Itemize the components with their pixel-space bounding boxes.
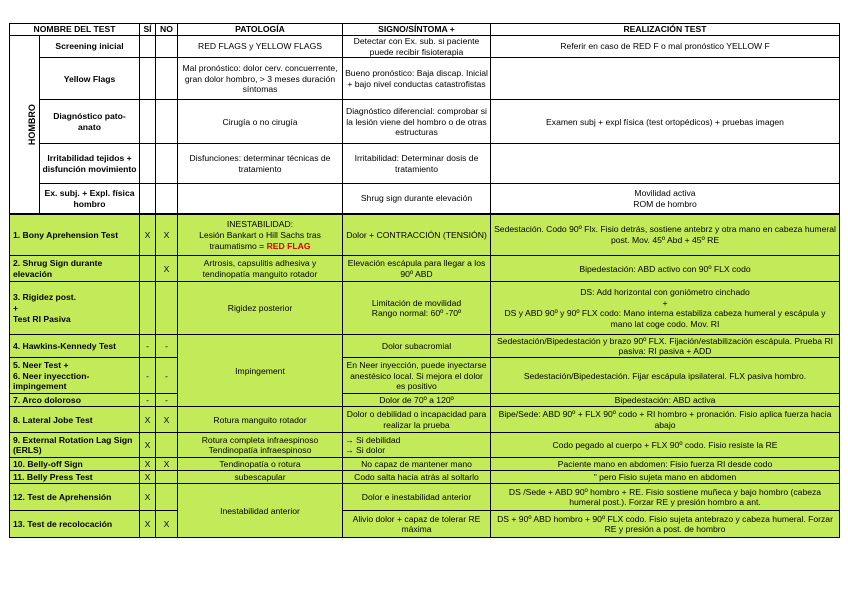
header-yes: SÍ (140, 24, 156, 36)
test-name: 3. Rigidez post. + Test RI Pasiva (10, 282, 140, 335)
test-procedure: Sedestación. Codo 90º Flx. Fisio detrás, sostiene antebrz y otra mano en cabeza humeral post. Mov. 45º Abd + 45º RE (491, 214, 840, 256)
test-name: 7. Arco doloroso (10, 394, 140, 407)
test-sign: Elevación escápula para llegar a los 90º ABD (343, 256, 491, 282)
table-row (10, 358, 840, 394)
row-name: Screening inicial (40, 36, 140, 58)
test-pathology: INESTABILIDAD: Lesión Bankart o Hill Sachs tras traumatismo = RED FLAG (178, 214, 343, 256)
table-row (10, 335, 840, 358)
row-name: Diagnóstico pato-anato (40, 100, 140, 144)
table-row (10, 471, 840, 484)
test-yes: X (140, 471, 156, 484)
test-yes (140, 256, 156, 282)
table-row (10, 458, 840, 471)
test-no: X (156, 256, 178, 282)
row-sign: Diagnóstico diferencial: comprobar si la lesión viene del hombro o de otras estructuras (343, 100, 491, 144)
header-row (10, 24, 840, 36)
row-pathology: RED FLAGS y YELLOW FLAGS (178, 36, 343, 58)
test-yes: - (140, 394, 156, 407)
test-no: X (156, 214, 178, 256)
test-name: 13. Test de recolocación (10, 511, 140, 538)
test-sign: Dolor + CONTRACCIÓN (TENSIÓN) (343, 214, 491, 256)
row-sign: Bueno pronóstico: Baja discap. Inicial + bajo nivel conductas catastrofistas (343, 58, 491, 100)
test-pathology: Artrosis, capsulitis adhesiva y tendinopatía manguito rotador (178, 256, 343, 282)
test-sign: Dolor e inestabilidad anterior (343, 484, 491, 511)
table-row (10, 214, 840, 256)
test-pathology: Rotura completa infraespinoso Tendinopatía infraespinoso (178, 433, 343, 458)
header-sign: SIGNO/SÍNTOMA + (343, 24, 491, 36)
table-row (10, 256, 840, 282)
test-yes: - (140, 335, 156, 358)
test-pathology: Inestabilidad anterior (178, 484, 343, 538)
header-procedure: REALIZACIÓN TEST (491, 24, 840, 36)
test-name: 9. External Rotation Lag Sign (ERLS) (10, 433, 140, 458)
test-yes: X (140, 484, 156, 511)
test-name: 8. Lateral Jobe Test (10, 407, 140, 433)
test-yes: X (140, 511, 156, 538)
table-row (10, 511, 840, 538)
test-sign: Codo salta hacia atrás al soltarlo (343, 471, 491, 484)
test-procedure: " pero Fisio sujeta mano en abdomen (491, 471, 840, 484)
test-yes: X (140, 458, 156, 471)
test-name: 4. Hawkins-Kennedy Test (10, 335, 140, 358)
row-pathology (178, 184, 343, 214)
test-no (156, 484, 178, 511)
row-procedure: Referir en caso de RED F o mal pronóstico YELLOW F (491, 36, 840, 58)
test-procedure: Sedestación/Bipedestación. Fijar escápula ipsilateral. FLX pasiva hombro. (491, 358, 840, 394)
test-sign: Limitación de movilidad Rango normal: 60º -70º (343, 282, 491, 335)
table-row (10, 394, 840, 407)
test-name: 1. Bony Aprehension Test (10, 214, 140, 256)
table-row (10, 433, 840, 458)
test-no (156, 433, 178, 458)
test-procedure: Codo pegado al cuerpo + FLX 90º codo. Fisio resiste la RE (491, 433, 840, 458)
test-name: 10. Belly-off Sign (10, 458, 140, 471)
test-yes: - (140, 358, 156, 394)
test-sign: Dolor o debilidad o incapacidad para realizar la prueba (343, 407, 491, 433)
section-label: HOMBRO (10, 36, 40, 214)
row-sign: Irritabilidad: Determinar dosis de tratamiento (343, 144, 491, 184)
test-sign: En Neer inyección, puede inyectarse anestésico local. Si mejora el dolor es positivo (343, 358, 491, 394)
test-procedure: Bipedestación: ABD activa (491, 394, 840, 407)
test-pathology: subescapular (178, 471, 343, 484)
test-sign: Alivio dolor + capaz de tolerar RE máxima (343, 511, 491, 538)
test-name: 2. Shrug Sign durante elevación (10, 256, 140, 282)
table-row (10, 58, 840, 100)
test-no: X (156, 511, 178, 538)
row-pathology: Mal pronóstico: dolor cerv. concuerrente, gran dolor hombro, > 3 meses duración síntomas (178, 58, 343, 100)
test-procedure: DS: Add horizontal con goniómetro cinchado + DS y ABD 90º y 90º FLX codo: Mano interna estabiliza cabeza humeral y escápula y mano lat coge codo. Mov. RI (491, 282, 840, 335)
row-sign: Shrug sign durante elevación (343, 184, 491, 214)
test-pathology: Tendinopatía o rotura (178, 458, 343, 471)
header-pathology: PATOLOGÍA (178, 24, 343, 36)
table-row (10, 282, 840, 335)
test-no: - (156, 358, 178, 394)
test-procedure: DS /Sede + ABD 90º hombro + RE. Fisio sostiene muñeca y bajo hombro (cabeza humeral post.). Forzar RE y presión hombro a ant. (491, 484, 840, 511)
header-no: NO (156, 24, 178, 36)
red-flag-label: RED FLAG (266, 240, 311, 251)
row-procedure (491, 58, 840, 100)
row-pathology: Disfunciones: determinar técnicas de tratamiento (178, 144, 343, 184)
table-row (10, 100, 840, 144)
table-row (10, 484, 840, 511)
test-yes: X (140, 214, 156, 256)
test-no: X (156, 407, 178, 433)
table-row (10, 144, 840, 184)
test-name: 11. Belly Press Test (10, 471, 140, 484)
row-procedure: Examen subj + expl física (test ortopédicos) + pruebas imagen (491, 100, 840, 144)
test-procedure: DS + 90º ABD hombro + 90º FLX codo. Fisio sujeta antebrazo y cabeza humeral. Forzar RE y presión a post. de hombro (491, 511, 840, 538)
test-no: - (156, 335, 178, 358)
row-pathology: Cirugía o no cirugía (178, 100, 343, 144)
row-name: Irritabilidad tejidos + disfunción movimiento (40, 144, 140, 184)
row-procedure: Movilidad activa ROM de hombro (491, 184, 840, 214)
test-procedure: Paciente mano en abdomen: Fisio fuerza RI desde codo (491, 458, 840, 471)
test-sign: No capaz de mantener mano (343, 458, 491, 471)
test-pathology: Rigidez posterior (178, 282, 343, 335)
table-row (10, 407, 840, 433)
test-procedure: Sedestación/Bipedestación y brazo 90º FLX. Fijación/estabilización escápula. Prueba RI pasiva: RI pasiva + ADD (491, 335, 840, 358)
test-no (156, 282, 178, 335)
shoulder-tests-table (9, 23, 840, 538)
test-pathology: Impingement (178, 335, 343, 407)
row-procedure (491, 144, 840, 184)
test-no: X (156, 458, 178, 471)
test-name: 5. Neer Test + 6. Neer inyecction-impingement (10, 358, 140, 394)
test-name: 12. Test de Aprehensión (10, 484, 140, 511)
header-name: NOMBRE DEL TEST (10, 24, 140, 36)
test-sign: Dolor de 70º a 120º (343, 394, 491, 407)
table-row (10, 36, 840, 58)
table-container (9, 23, 840, 538)
test-yes: X (140, 433, 156, 458)
test-sign: Dolor subacromial (343, 335, 491, 358)
table-row (10, 184, 840, 214)
test-sign: → Si debilidad → Si dolor (343, 433, 491, 458)
row-sign: Detectar con Ex. sub. si paciente puede recibir fisioterapia (343, 36, 491, 58)
test-yes (140, 282, 156, 335)
test-no: - (156, 394, 178, 407)
test-procedure: Bipedestación: ABD activo con 90º FLX codo (491, 256, 840, 282)
test-no (156, 471, 178, 484)
row-name: Ex. subj. + Expl. física hombro (40, 184, 140, 214)
test-pathology: Rotura manguito rotador (178, 407, 343, 433)
row-name: Yellow Flags (40, 58, 140, 100)
test-procedure: Bipe/Sede: ABD 90º + FLX 90º codo + RI hombro + pronación. Fisio aplica fuerza hacia abajo (491, 407, 840, 433)
test-yes: X (140, 407, 156, 433)
